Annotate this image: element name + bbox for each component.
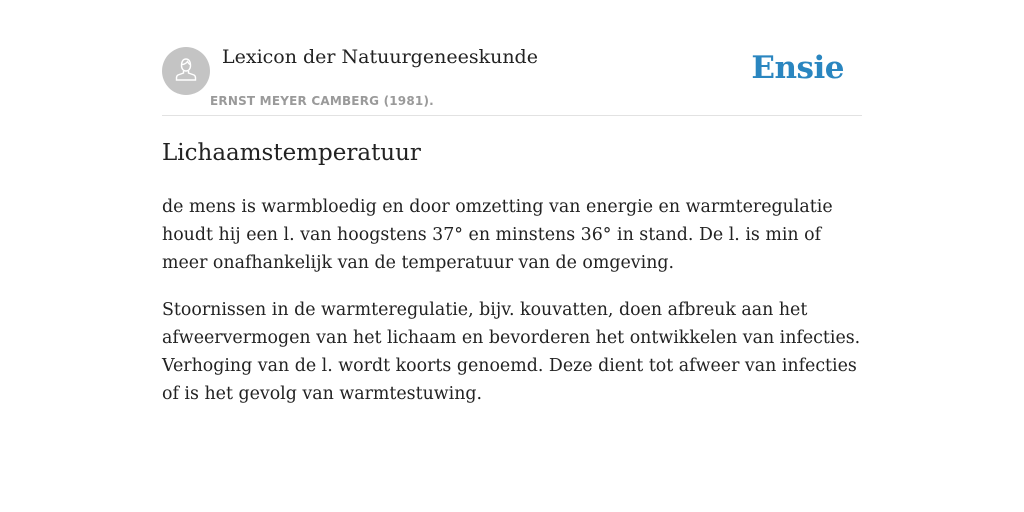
book-header <box>162 40 862 116</box>
entry-content <box>162 193 862 427</box>
entry-paragraph: de mens is warmbloedig en door omzetting van energie en warmteregulatie houdt hij een l. van hoogstens 37° en minstens 36° in stand. De l. is min of meer onafhankelijk van de temperatuur van de omgeving. <box>162 197 833 273</box>
avatar[interactable] <box>162 47 210 95</box>
book-title[interactable]: Lexicon der Natuurgeneeskunde <box>222 46 538 68</box>
entry-title: Lichaamstemperatuur <box>162 140 421 166</box>
author-credit[interactable]: ERNST MEYER CAMBERG (1981). <box>210 94 434 108</box>
entry-paragraph: Stoornissen in de warmteregulatie, bijv. kouvatten, doen afbreuk aan het afweervermogen van het lichaam en bevorderen het ontwikkelen van infecties. Verhoging van de l. wordt koorts genoemd. Deze dient tot afweer van infecties of is het gevolg van warmtestuwing. <box>162 300 861 404</box>
ensie-logo[interactable]: Ensie <box>751 50 844 86</box>
user-icon <box>171 54 201 89</box>
